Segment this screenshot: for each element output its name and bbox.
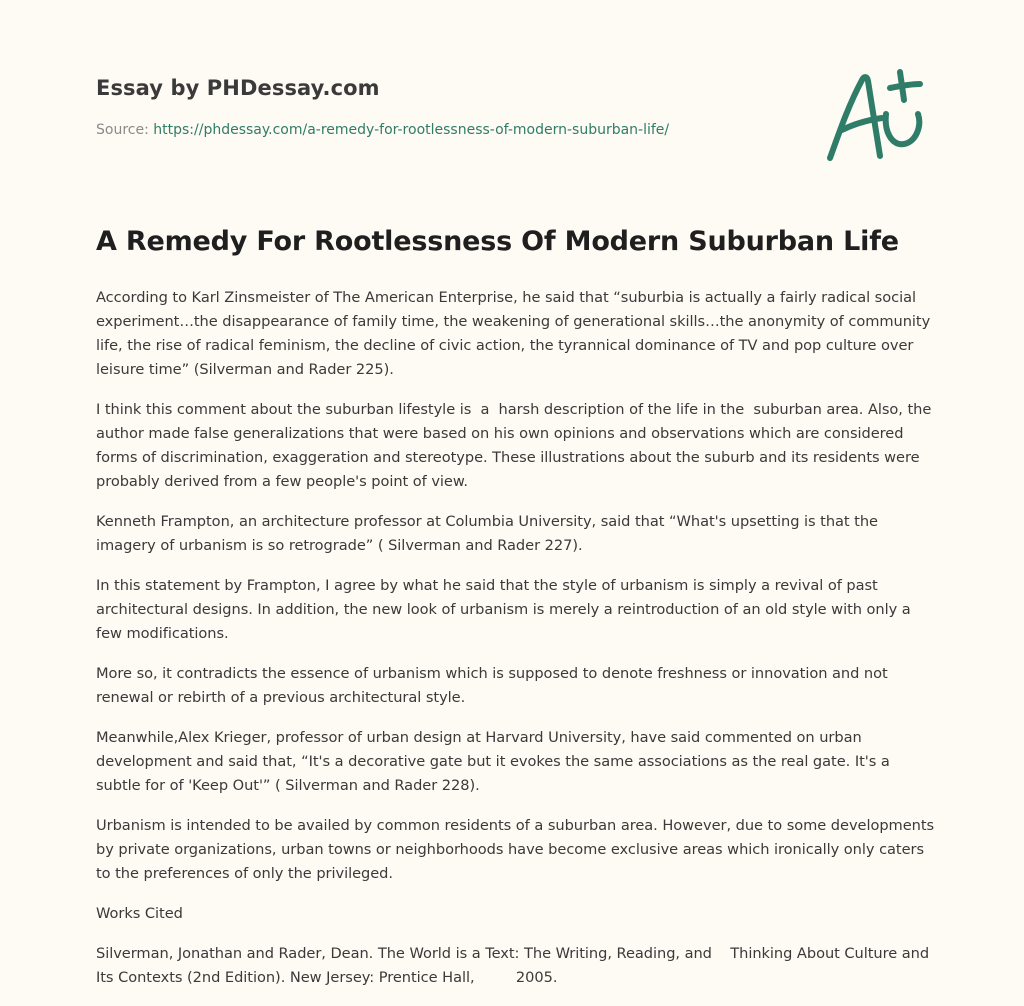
source-line (96, 122, 796, 138)
essay-paragraph: Meanwhile,Alex Krieger, professor of urban design at Harvard University, have said commented on urban development and said that, “It's a decorative gate but it evokes the same associations as the real gate. It's a subtle for of 'Keep Out'” ( Silverman and Rader 228). (96, 729, 895, 794)
essay-paragraph: Urbanism is intended to be availed by common residents of a suburban area. However, due to some developments by private organizations, urban towns or neighborhoods have become exclusive areas which ironically only caters to the preferences of only the privileged. (96, 817, 939, 882)
essay-paragraph: Kenneth Frampton, an architecture professor at Columbia University, said that “What's upsetting is that the imagery of urbanism is so retrograde” ( Silverman and Rader 227). (96, 513, 883, 554)
site-title: Essay by PHDessay.com (96, 76, 380, 100)
essay-paragraph: According to Karl Zinsmeister of The American Enterprise, he said that “suburbia is actually a fairly radical social experiment…the disappearance of family time, the weakening of generational skills…the anonymity of community life, the rise of radical feminism, the decline of civic action, the tyrannical dominance of TV and pop culture over leisure time” (Silverman and Rader 225). (96, 289, 935, 378)
works-cited-heading: Works Cited (96, 905, 183, 922)
essay-title: A Remedy For Rootlessness Of Modern Suburban Life (96, 226, 899, 257)
essay-body (96, 286, 939, 1006)
essay-paragraph: More so, it contradicts the essence of urbanism which is supposed to denote freshness or innovation and not renewal or rebirth of a previous architectural style. (96, 665, 893, 706)
source-link[interactable]: https://phdessay.com/a-remedy-for-rootlessness-of-modern-suburban-life/ (153, 122, 670, 138)
essay-paragraph: I think this comment about the suburban lifestyle is a harsh description of the life in the suburban area. Also, the author made false generalizations that were based on his own opinions and observations which are considered forms of discrimination, exaggeration and stereotype. These illustrations about the suburb and its residents were probably derived from a few people's point of view. (96, 401, 936, 490)
citation-entry: Silverman, Jonathan and Rader, Dean. The World is a Text: The Writing, Reading, and Thinking About Culture and Its Contexts (2nd Edition). New Jersey: Prentice Hall, 2005. (96, 945, 934, 986)
essay-paragraph: In this statement by Frampton, I agree by what he said that the style of urbanism is simply a revival of past architectural designs. In addition, the new look of urbanism is merely a reintroduction of an old style with only a few modifications. (96, 577, 916, 642)
a-plus-grade-icon (820, 66, 930, 166)
page-header (96, 76, 796, 138)
source-label: Source: (96, 122, 154, 138)
